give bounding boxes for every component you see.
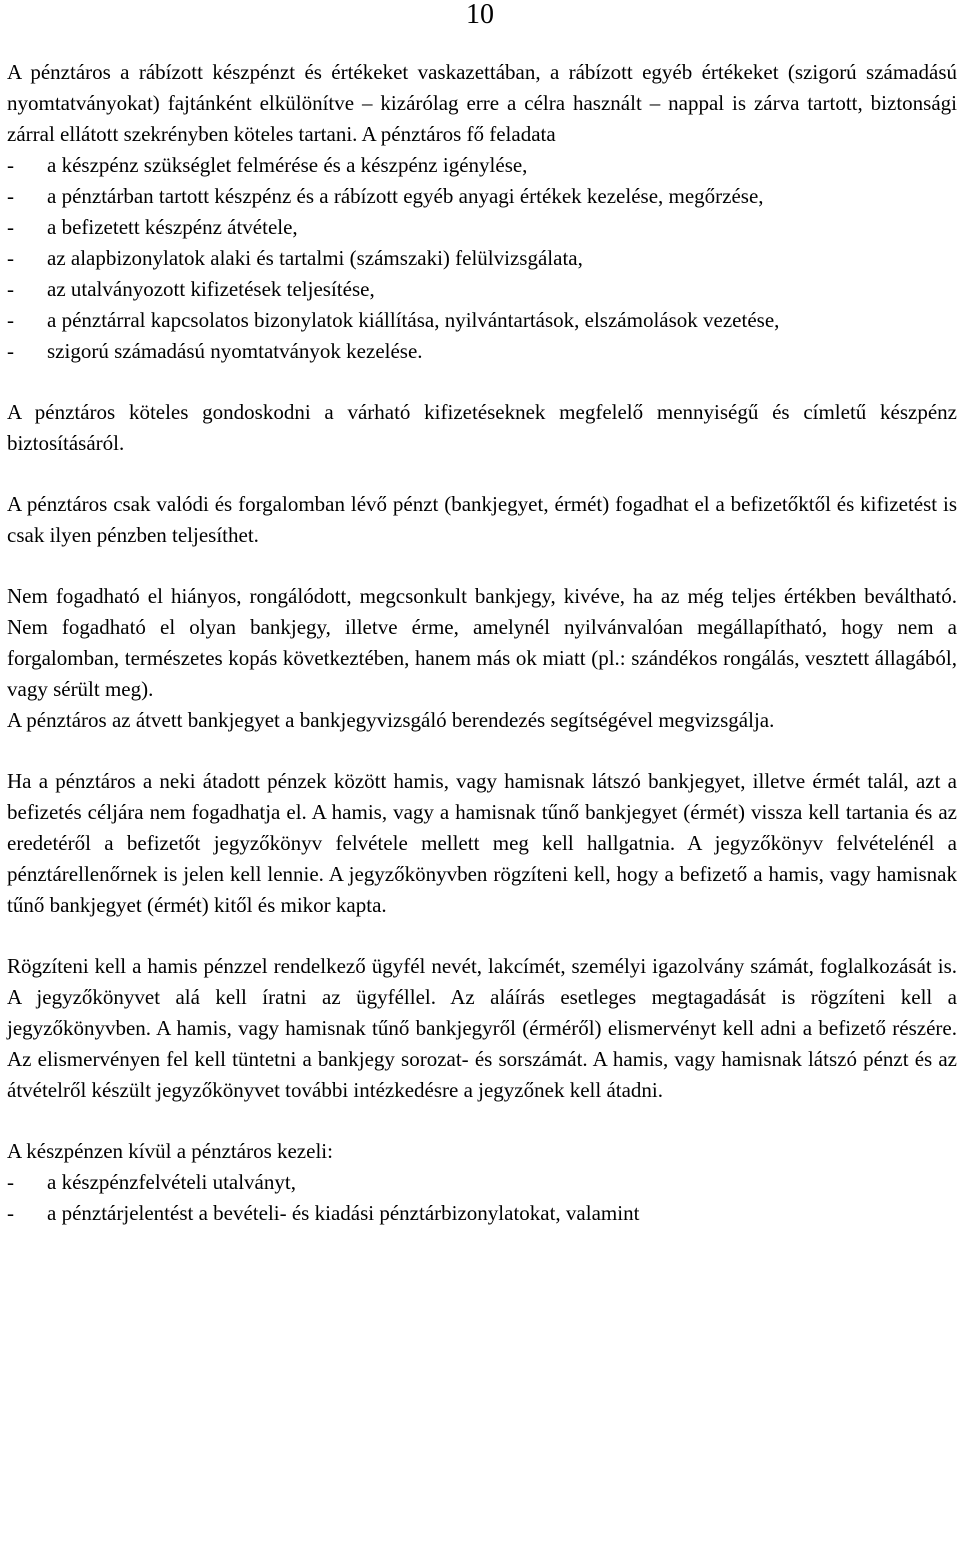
list-item-text: a pénztárjelentést a bevételi- és kiadási pénztárbizonylatokat, valamint	[47, 1201, 640, 1225]
paragraph-counterfeit: Ha a pénztáros a neki átadott pénzek között hamis, vagy hamisnak látszó bankjegyet, illetve érmét talál, azt a befizetés céljára nem fogadhatja el. A hamis, vagy a hamisnak tűnő bankjegyet (érmét) vissza kell tartania és az eredetéről a befizetőt jegyzőkönyv felvétele mellett meg kell hallgatnia. A jegyzőkönyv felvételénél a pénztárellenőrnek is jelen kell lennie. A jegyzőkönyvben rögzíteni kell, hogy a befizető a hamis, vagy hamisnak tűnő bankjegyet (érmét) kitől és mikor kapta.	[7, 769, 957, 917]
list-item	[7, 212, 957, 243]
list-item	[7, 181, 957, 212]
list-item	[7, 336, 957, 367]
paragraph-valid-money: A pénztáros csak valódi és forgalomban lévő pénzt (bankjegyet, érmét) fogadhat el a befizetőktől és kifizetést is csak ilyen pénzben teljesíthet.	[7, 492, 957, 547]
duties-list	[7, 150, 957, 367]
list-item-text: a készpénzfelvételi utalványt,	[47, 1170, 296, 1194]
list-item-text: az alapbizonylatok alaki és tartalmi (számszaki) felülvizsgálata,	[47, 246, 583, 270]
paragraph-besides-cash: A készpénzen kívül a pénztáros kezeli:	[7, 1139, 333, 1163]
list-dash: -	[7, 215, 14, 239]
list-dash: -	[7, 339, 14, 363]
paragraph-note-check: A pénztáros az átvett bankjegyet a bankjegyvizsgáló berendezés segítségével megvizsgálja.	[7, 708, 775, 732]
list-item-text: a pénztárral kapcsolatos bizonylatok kiállítása, nyilvántartások, elszámolások vezetése,	[47, 308, 780, 332]
list-dash: -	[7, 153, 14, 177]
list-dash: -	[7, 184, 14, 208]
list-dash: -	[7, 1201, 14, 1225]
paragraph-storage-text: A pénztáros a rábízott készpénzt és értékeket vaskazettában, a rábízott egyéb értékeket (szigorú számadású nyomtatványokat) fajtánként elkülönítve – kizárólag erre a célra használt – nappal is zárva tartott, biztonsági zárral ellátott szekrényben köteles tartani.	[7, 60, 957, 146]
list-item-text: az utalványozott kifizetések teljesítése,	[47, 277, 375, 301]
paragraph-record: Rögzíteni kell a hamis pénzzel rendelkező ügyfél nevét, lakcímét, személyi igazolvány számát, foglalkozását is. A jegyzőkönyvet alá kell íratni az ügyféllel. Az aláírás esetleges megtagadását is rögzíteni kell a jegyzőkönyvben. A hamis, vagy hamisnak tűnő bankjegyről (érméről) elismervényt kell adni a befizető részére. Az elismervényen fel kell tüntetni a bankjegy sorozat- és sorszámát. A hamis, vagy hamisnak látszó pénzt és az átvételről készült jegyzőkönyvet további intézkedésre a jegyzőnek kell átadni.	[7, 954, 957, 1102]
list-item	[7, 1198, 957, 1229]
list-item-text: szigorú számadású nyomtatványok kezelése.	[47, 339, 423, 363]
list-item	[7, 243, 957, 274]
list-item-text: a befizetett készpénz átvétele,	[47, 215, 298, 239]
list-dash: -	[7, 308, 14, 332]
list-dash: -	[7, 246, 14, 270]
list-item-text: a készpénz szükséglet felmérése és a készpénz igénylése,	[47, 153, 528, 177]
list-item	[7, 150, 957, 181]
paragraph-storage	[7, 57, 957, 150]
list-item	[7, 305, 957, 336]
list-item	[7, 1167, 957, 1198]
list-item	[7, 274, 957, 305]
list-dash: -	[7, 277, 14, 301]
document-body	[7, 57, 957, 1229]
paragraph-cash-supply: A pénztáros köteles gondoskodni a várható kifizetéseknek megfelelő mennyiségű és címletű készpénz biztosításáról.	[7, 400, 957, 455]
paragraph-damaged-notes: Nem fogadható el hiányos, rongálódott, megcsonkult bankjegy, kivéve, ha az még teljes értékben beváltható. Nem fogadható el olyan bankjegy, illetve érme, amelynél nyilvánvalóan megállapítható, hogy nem a forgalomban, természetes kopás következtében, hanem más ok miatt (pl.: szándékos rongálás, vesztett állagából, vagy sérült meg).	[7, 584, 957, 701]
main-task-heading: A pénztáros fő feladata	[361, 122, 556, 146]
page-number: 10	[466, 0, 494, 30]
managed-items-list	[7, 1167, 957, 1229]
list-dash: -	[7, 1170, 14, 1194]
list-item-text: a pénztárban tartott készpénz és a rábízott egyéb anyagi értékek kezelése, megőrzése,	[47, 184, 764, 208]
